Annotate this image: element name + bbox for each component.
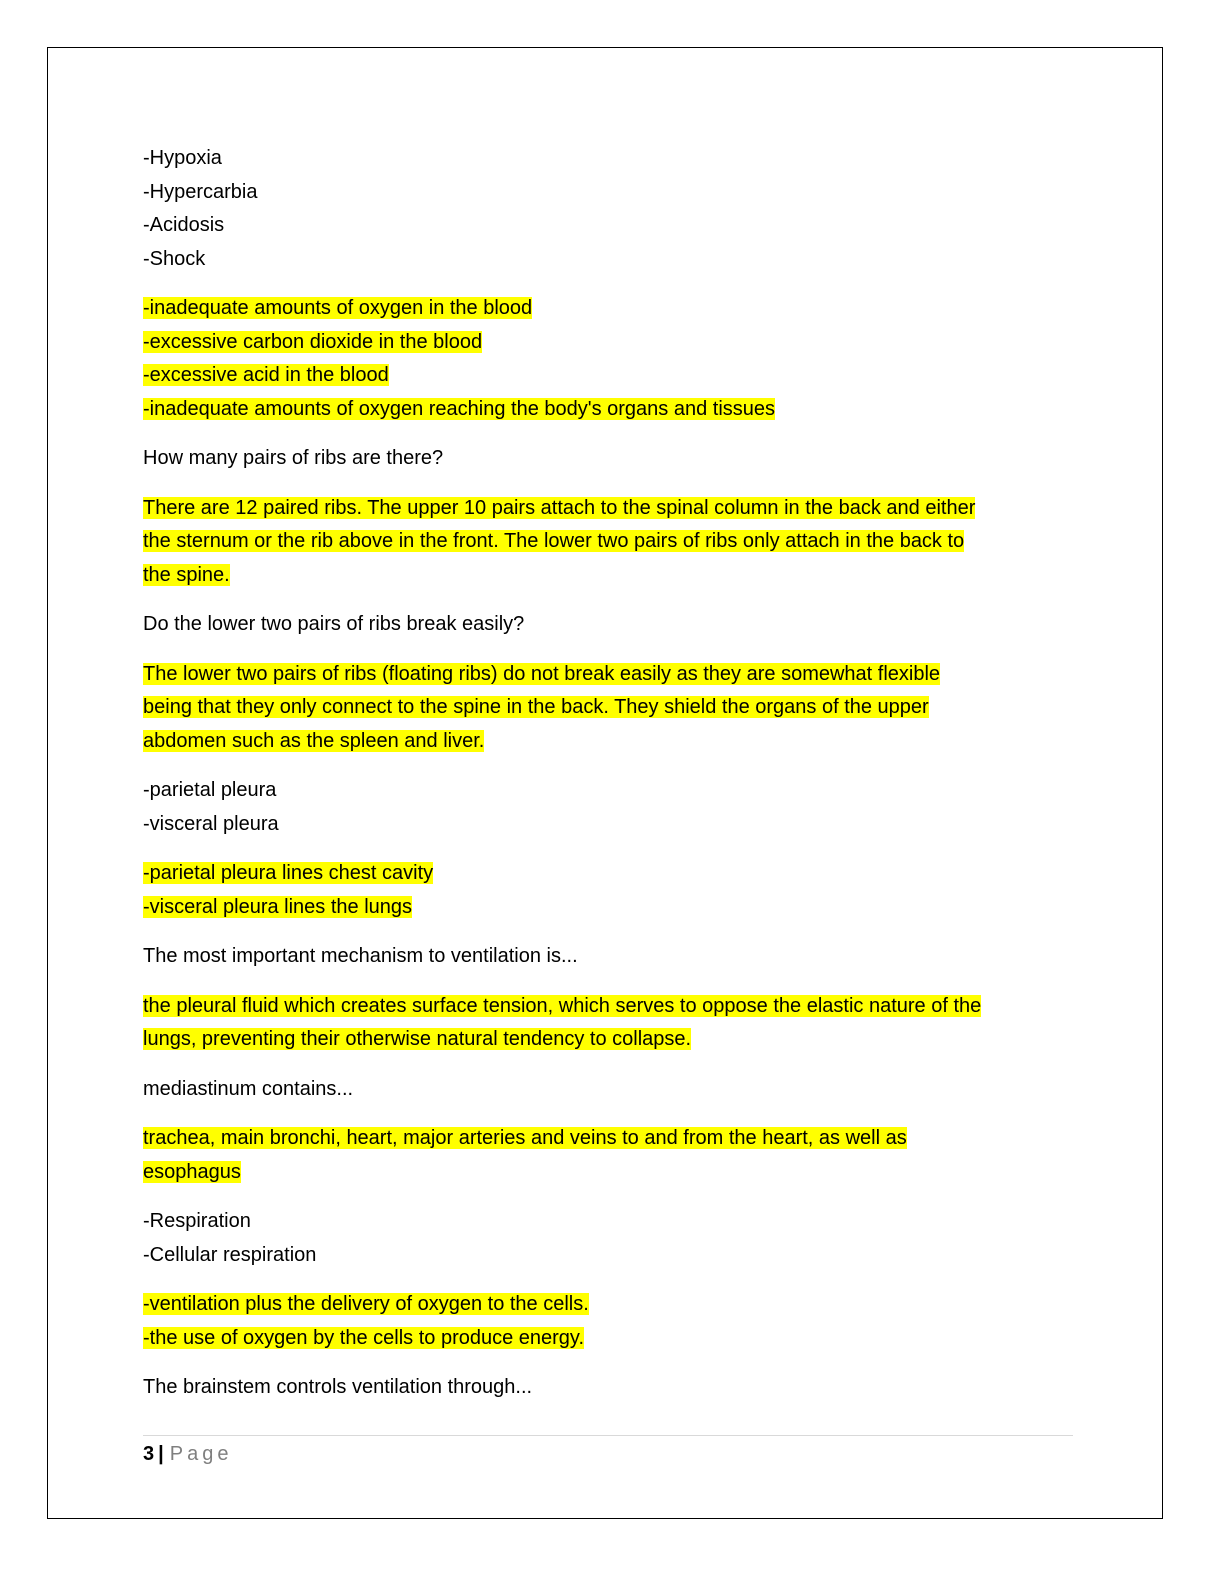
text-line [143,658,1073,692]
highlighted-text: -excessive carbon dioxide in the blood [143,330,483,353]
plain-text: Do the lower two pairs of ribs break easily? [143,613,525,635]
text-line [143,326,1073,360]
highlighted-text: -inadequate amounts of oxygen in the blood [143,297,533,319]
plain-text: -parietal pleura [143,779,277,801]
plain-text: The brainstem controls ventilation through... [143,1376,533,1398]
text-line [143,1239,1073,1273]
page-label: Page [169,1443,233,1465]
question-block [143,1205,1073,1272]
document-body [143,142,1073,1421]
highlighted-text: the spine. [143,563,230,586]
text-line [143,492,1073,526]
page-footer [143,1440,232,1468]
highlighted-text: -the use of oxygen by the cells to produce energy. [143,1326,585,1349]
question-block [143,442,1073,476]
highlighted-text: being that they only connect to the spine in the back. They shield the organs of the upper [143,696,929,718]
text-line [143,292,1073,326]
text-line [143,393,1073,427]
plain-text: -Hypercarbia [143,180,258,203]
highlighted-text: There are 12 paired ribs. The upper 10 pairs attach to the spinal column in the back and either [143,496,976,519]
plain-text: The most important mechanism to ventilation is... [143,945,578,967]
text-line [143,857,1073,891]
highlighted-text: the sternum or the rib above in the front. The lower two pairs of ribs only attach in the back to [143,530,965,552]
text-line [143,359,1073,393]
answer-block [143,658,1073,759]
plain-text: How many pairs of ribs are there? [143,447,444,469]
text-line [143,940,1073,974]
plain-text: -Hypoxia [143,147,222,169]
highlighted-text: The lower two pairs of ribs (floating ribs) do not break easily as they are somewhat flexible [143,662,941,685]
question-block [143,142,1073,276]
question-block [143,608,1073,642]
highlighted-text: the pleural fluid which creates surface tension, which serves to oppose the elastic nature of the [143,994,982,1017]
plain-text: -Acidosis [143,214,225,236]
highlighted-text: trachea, main bronchi, heart, major arteries and veins to and from the heart, as well as [143,1127,907,1149]
highlighted-text: abdomen such as the spleen and liver. [143,729,485,752]
text-line [143,808,1073,842]
highlighted-text: -visceral pleura lines the lungs [143,895,413,918]
text-line [143,1156,1073,1190]
highlighted-text: -parietal pleura lines chest cavity [143,862,434,884]
text-line [143,1122,1073,1156]
text-line [143,891,1073,925]
highlighted-text: esophagus [143,1160,241,1183]
plain-text: -Cellular respiration [143,1243,317,1266]
text-line [143,1205,1073,1239]
question-block [143,1073,1073,1107]
text-line [143,559,1073,593]
text-line [143,1371,1073,1405]
answer-block [143,292,1073,426]
text-line [143,990,1073,1024]
page-number: 3 [143,1443,155,1465]
text-line [143,1023,1073,1057]
plain-text: -Respiration [143,1210,251,1232]
text-line [143,442,1073,476]
question-block [143,1371,1073,1405]
answer-block [143,990,1073,1057]
text-line [143,774,1073,808]
footer-divider [143,1435,1073,1436]
highlighted-text: -excessive acid in the blood [143,364,389,386]
plain-text: -visceral pleura [143,812,279,835]
text-line [143,608,1073,642]
question-block [143,940,1073,974]
footer-separator: | [158,1443,164,1465]
answer-block [143,1122,1073,1189]
text-line [143,1073,1073,1107]
answer-block [143,857,1073,924]
plain-text: -Shock [143,247,206,270]
text-line [143,1288,1073,1322]
text-line [143,176,1073,210]
answer-block [143,1288,1073,1355]
plain-text: mediastinum contains... [143,1077,354,1100]
text-line [143,243,1073,277]
highlighted-text: -ventilation plus the delivery of oxygen to the cells. [143,1293,589,1315]
question-block [143,774,1073,841]
text-line [143,1322,1073,1356]
text-line [143,725,1073,759]
text-line [143,525,1073,559]
text-line [143,691,1073,725]
text-line [143,142,1073,176]
highlighted-text: lungs, preventing their otherwise natural tendency to collapse. [143,1028,692,1050]
answer-block [143,492,1073,593]
text-line [143,209,1073,243]
highlighted-text: -inadequate amounts of oxygen reaching the body's organs and tissues [143,397,776,420]
